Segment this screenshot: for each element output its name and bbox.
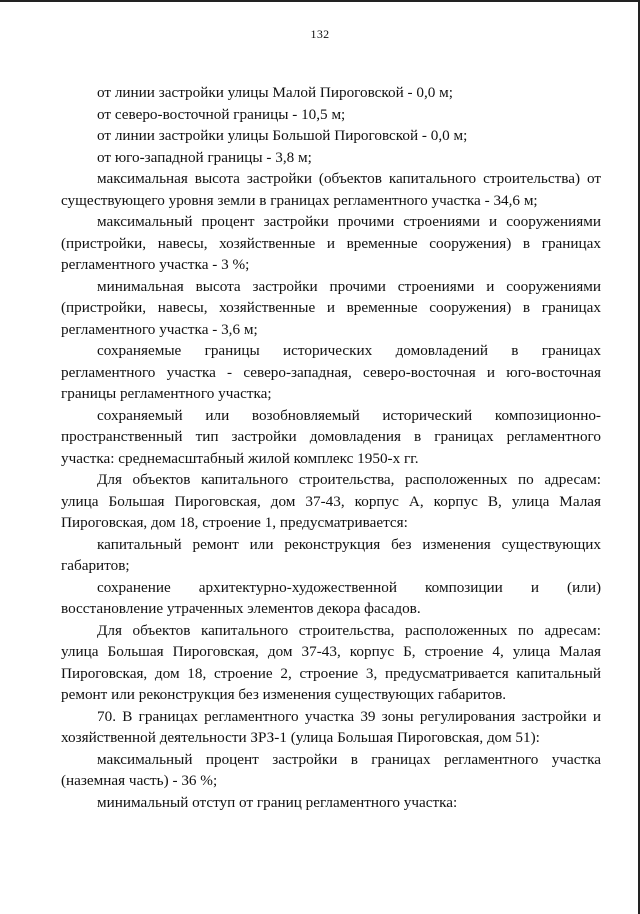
paragraph: от северо-восточной границы - 10,5 м; xyxy=(97,105,346,123)
page-number: 132 xyxy=(310,27,330,41)
paragraph: от юго-западной границы - 3,8 м; xyxy=(97,148,312,166)
paragraph: максимальный процент застройки прочими строениями и сооружениями (пристройки, навесы, хозяйственные и временные сооружения) в границах регламентного участка - 3 %; xyxy=(61,213,601,273)
paragraph: сохраняемые границы исторических домовладений в границах регламентного участка - северо-западная, северо-восточная и юго-восточная границы регламентного участка; xyxy=(61,342,601,402)
paragraph: минимальный отступ от границ регламентного участка: xyxy=(97,793,458,811)
paragraph: минимальная высота застройки прочими строениями и сооружениями (пристройки, навесы, хозяйственные и временные сооружения) в границах регламентного участка - 3,6 м; xyxy=(61,277,601,338)
paragraph: максимальная высота застройки (объектов капитального строительства) от существующего уровня земли в границах регламентного участка - 34,6 м; xyxy=(61,170,601,209)
paragraph: сохраняемый или возобновляемый исторический композиционно-пространственный тип застройки домовладения в границах регламентного участка: среднемасштабный жилой комплекс 1950-х гг. xyxy=(61,406,601,467)
paragraph: от линии застройки улицы Малой Пироговской - 0,0 м; xyxy=(97,84,454,101)
paragraph: капитальный ремонт или реконструкция без изменения существующих габаритов; xyxy=(61,535,601,574)
paragraph: Для объектов капитального строительства, расположенных по адресам: улица Большая Пироговская, дом 37-43, корпус Б, строение 4, улица Малая Пироговская, дом 18, строение 2, строение 3, предусматривается капитальный ремонт или реконструкция без изменения существующих габаритов. xyxy=(61,621,601,703)
paragraph: максимальный процент застройки в границах регламентного участка (наземная часть) - 36 %; xyxy=(61,750,601,789)
paragraph: 70. В границах регламентного участка 39 зоны регулирования застройки и хозяйственной деятельности ЗРЗ-1 (улица Большая Пироговская, дом 51): xyxy=(61,707,601,746)
paragraph: сохранение архитектурно-художественной композиции и (или) восстановление утраченных элементов декора фасадов. xyxy=(61,578,601,617)
paragraph: Для объектов капитального строительства, расположенных по адресам: улица Большая Пироговская, дом 37-43, корпус А, корпус В, улица Малая Пироговская, дом 18, строение 1, предусматривается: xyxy=(61,471,601,531)
scan-edge-top xyxy=(0,0,640,2)
document-body xyxy=(61,82,601,813)
paragraph: от линии застройки улицы Большой Пироговской - 0,0 м; xyxy=(97,127,468,144)
